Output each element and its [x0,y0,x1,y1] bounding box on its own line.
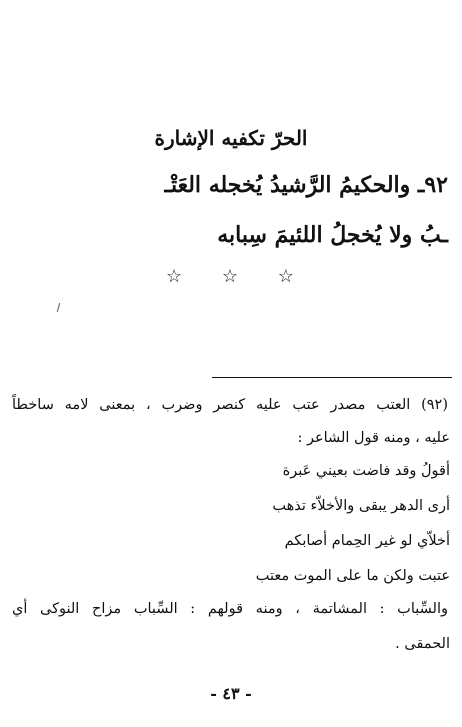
page-number: - ٤٣ - [210,684,252,703]
star-icon: ☆ [166,266,185,287]
star-ornament [0,266,462,287]
footnote-separator [212,377,452,378]
star-icon: ☆ [221,266,241,287]
footnote-line: عليه ، ومنه قول الشاعر : [297,430,450,446]
footnote-line: والسِّباب : المشاتمة ، ومنه قولهم : السِّباب مزاح النوكى أي [12,601,448,617]
star-icon: ☆ [277,266,296,287]
print-speck [57,303,60,312]
footnote-poem-line: عتبت ولكن ما على الموت معتب [255,568,450,584]
footnote-poem-line: أخلاّي لو غير الحِمام أصابكم [284,533,450,549]
verse-second-hemistich: ـبُ ولا يُخجلُ اللئيمَ سِبابه [217,222,448,248]
footnote-line: الحمقى . [395,636,450,652]
verse-first-hemistich: ٩٢ـ والحكيمُ الرَّشيدُ يُخجله العَتْـ [164,172,448,198]
footnote-poem-line: أقولُ وقد فاضت بعيني عَبرة [282,463,450,479]
footnote-poem-line: أرى الدهر يبقى والأخلاّء تذهب [272,498,450,514]
section-heading: الحرّ تكفيه الإشارة [154,126,308,150]
footnote-line: (٩٢) العتب مصدر عتب عليه كنصر وضرب ، بمعنى لامه ساخطاً [12,397,448,413]
